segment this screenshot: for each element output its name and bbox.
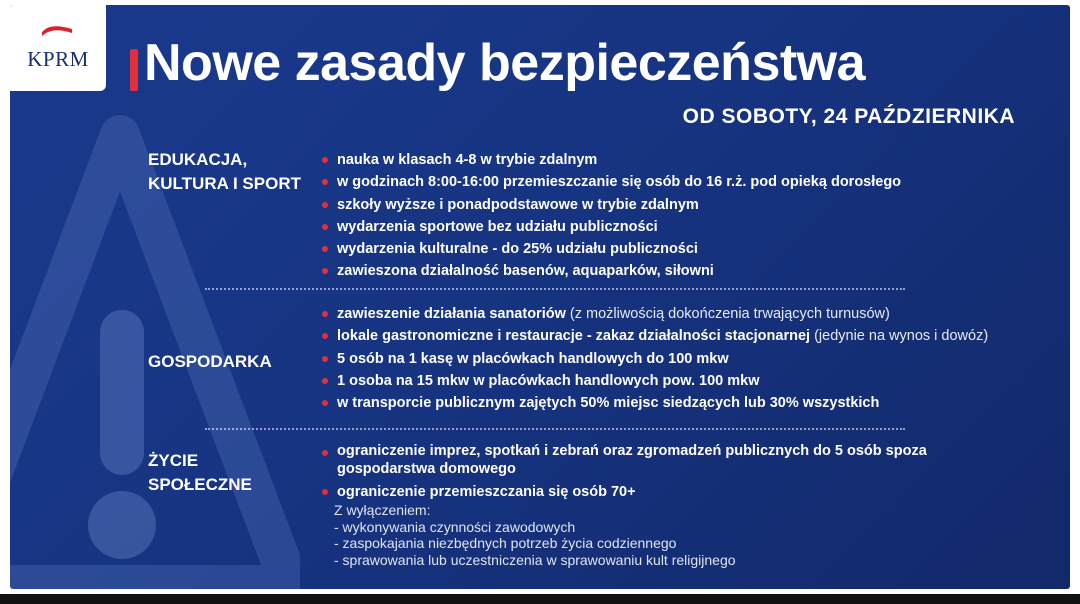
bullet-icon [322, 356, 328, 362]
bullet-icon [322, 268, 328, 274]
edukacja-list [322, 149, 901, 283]
item-text: 5 osób na 1 kasę w placówkach handlowych do 100 mkw [337, 350, 729, 367]
item-note: (jedynie na wynos i dowóz) [814, 328, 989, 345]
item-text: ograniczenie imprez, spotkań i zebrań oraz zgromadzeń publicznych do 5 osób spoza gospodarstwa domowego [337, 443, 927, 477]
section-label-line: GOSPODARKA [148, 352, 272, 371]
section-divider [205, 288, 905, 290]
item-text: szkoły wyższe i ponadpodstawowe w trybie zdalnym [337, 196, 699, 213]
list-item [322, 303, 988, 325]
bullet-icon [322, 202, 328, 208]
exceptions-block [334, 502, 736, 568]
item-text: w transporcie publicznym zajętych 50% miejsc siedzących lub 30% wszystkich [337, 395, 880, 412]
item-text: w godzinach 8:00-16:00 przemieszczanie się osób do 16 r.ż. pod opieką dorosłego [337, 174, 902, 191]
bullet-icon [322, 333, 328, 339]
item-text: wydarzenia sportowe bez udziału publiczności [337, 218, 658, 235]
bullet-icon [322, 224, 328, 230]
section-label-line: SPOŁECZNE [148, 475, 252, 494]
section-label-gospodarka [148, 350, 272, 374]
list-item [322, 348, 988, 370]
bullet-icon [322, 311, 328, 317]
section-label-line: KULTURA I SPORT [148, 174, 301, 193]
list-item [322, 171, 901, 193]
bullet-icon [322, 246, 328, 252]
list-item [322, 194, 901, 216]
item-text: lokale gastronomiczne i restauracje - zakaz działalności stacjonarnej [337, 328, 811, 345]
exception-line: - wykonywania czynności zawodowych [334, 518, 576, 535]
list-item [322, 442, 937, 481]
bullet-icon [322, 179, 328, 185]
bullet-icon [322, 378, 328, 384]
kprm-logo [10, 5, 106, 91]
section-label-zycie [148, 449, 252, 497]
section-label-line: EDUKACJA, [148, 150, 248, 169]
item-note: (z możliwością dokończenia trwających turnusów) [569, 306, 890, 322]
bullet-icon [322, 489, 328, 495]
exception-line: - zaspokajania niezbędnych potrzeb życia codziennego [334, 535, 677, 551]
bullet-icon [322, 400, 328, 406]
page-subtitle: OD SOBOTY, 24 PAŹDZIERNIKA [682, 105, 1015, 128]
list-item [322, 260, 901, 282]
list-item [322, 370, 988, 392]
bullet-icon [322, 157, 328, 163]
item-text: zawieszona działalność basenów, aquaparków, siłowni [337, 263, 714, 280]
exceptions-heading: Z wyłączeniem: [334, 502, 431, 518]
list-item [322, 149, 901, 171]
list-item [322, 325, 988, 347]
item-text: nauka w klasach 4-8 w trybie zdalnym [337, 152, 598, 168]
flag-icon [41, 23, 73, 37]
list-item [322, 392, 988, 414]
item-text: ograniczenie przemieszczania się osób 70+ [337, 484, 636, 500]
bullet-icon [322, 450, 328, 456]
section-divider [205, 428, 905, 430]
logo-text: KPRM [27, 47, 89, 71]
exception-line: - sprawowania lub uczestniczenia w sprawowaniu kult religijnego [334, 551, 736, 568]
bottom-border [0, 594, 1080, 604]
section-label-edukacja [148, 148, 301, 196]
zycie-list [322, 442, 937, 503]
section-label-line: ŻYCIE [148, 451, 199, 470]
page-title: Nowe zasady bezpieczeństwa [144, 34, 866, 92]
title-accent-bar [130, 49, 138, 91]
item-text: zawieszenie działania sanatoriów [337, 306, 566, 322]
list-item [322, 481, 937, 503]
list-item [322, 216, 901, 238]
gospodarka-list [322, 303, 988, 414]
item-text: 1 osoba na 15 mkw w placówkach handlowych pow. 100 mkw [337, 372, 760, 389]
list-item [322, 238, 901, 260]
item-text: wydarzenia kulturalne - do 25% udziału publiczności [337, 241, 698, 258]
